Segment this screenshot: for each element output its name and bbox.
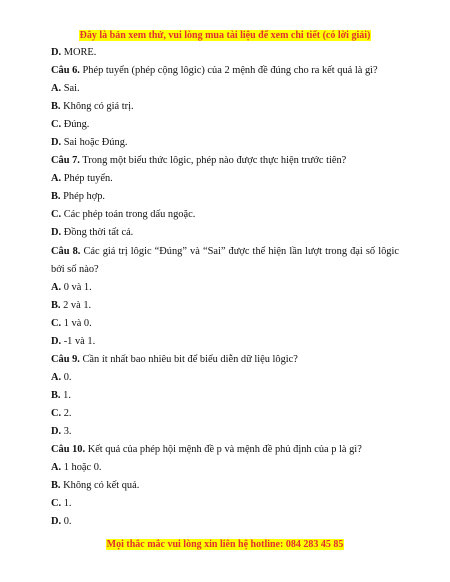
option-label: D. [51, 227, 62, 239]
option-label: D. [51, 516, 62, 528]
question-text: Kết quả của phép hội mệnh đề p và mệnh đề phủ định của p là gì? [87, 444, 362, 456]
question-item [51, 441, 399, 459]
option-label: A. [51, 281, 62, 293]
option-item [51, 477, 399, 495]
option-item [51, 170, 399, 188]
option-item [51, 206, 399, 224]
question-label: Câu 6. [51, 65, 80, 77]
hotline-banner [0, 534, 450, 552]
option-item [51, 513, 399, 531]
option-label: B. [51, 480, 61, 492]
option-item [51, 188, 399, 206]
option-label: A. [51, 462, 62, 474]
question-label: Câu 10. [51, 444, 86, 456]
option-item [51, 333, 399, 351]
option-text: 2 và 1. [63, 299, 92, 311]
option-text: 1. [63, 389, 71, 401]
option-item [51, 98, 399, 116]
option-text: 0 và 1. [63, 281, 92, 293]
question-item [51, 243, 399, 279]
option-label: B. [51, 191, 61, 203]
question-item [51, 62, 399, 80]
option-item [51, 224, 399, 242]
option-label: D. [51, 47, 62, 58]
option-text: -1 và 1. [63, 335, 96, 347]
option-label: B. [51, 389, 61, 401]
preview-notice-banner [0, 25, 450, 43]
option-text: Sai hoặc Đúng. [63, 137, 128, 149]
option-text: Sai. [63, 83, 80, 95]
option-item [51, 369, 399, 387]
option-item [51, 495, 399, 513]
option-item [51, 279, 399, 297]
question-label: Câu 9. [51, 353, 80, 365]
option-label: D. [51, 137, 62, 149]
option-text: 1 và 0. [63, 317, 92, 329]
question-text: Trong một biểu thức lôgic, phép nào được thực hiện trước tiên? [82, 155, 347, 167]
option-text: MORE. [63, 47, 97, 58]
option-text: Phép hợp. [63, 191, 106, 203]
option-label: A. [51, 83, 62, 95]
option-item [51, 387, 399, 405]
option-label: B. [51, 101, 61, 113]
option-text: Các phép toán trong dấu ngoặc. [63, 209, 196, 221]
option-item [51, 134, 399, 152]
option-text: Phép tuyển. [63, 173, 113, 185]
option-item [51, 297, 399, 315]
option-text: Không có giá trị. [63, 101, 134, 113]
option-label: C. [51, 209, 62, 221]
option-item [51, 315, 399, 333]
option-text: 3. [63, 425, 72, 437]
option-label: C. [51, 407, 62, 419]
option-label: D. [51, 335, 62, 347]
option-label: A. [51, 173, 62, 185]
hotline-text: Mọi thắc mắc vui lòng xin liên hệ hotline: 084 283 45 85 [106, 539, 344, 550]
question-text: Các giá trị lôgic “Đúng” và “Sai” được thể hiện lần lượt trong đại số lôgic bởi số nào? [51, 245, 399, 275]
option-item [51, 80, 399, 98]
option-label: B. [51, 299, 61, 311]
option-label: C. [51, 317, 62, 329]
option-label: C. [51, 498, 62, 510]
option-item [51, 459, 399, 477]
option-label: A. [51, 371, 62, 383]
option-label: C. [51, 119, 62, 131]
option-item [51, 405, 399, 423]
question-item [51, 152, 399, 170]
option-label: D. [51, 425, 62, 437]
question-label: Câu 7. [51, 155, 80, 167]
option-text: 0. [63, 371, 72, 383]
option-text: Đúng. [63, 119, 90, 131]
question-text: Cần ít nhất bao nhiêu bit để biểu diễn dữ liệu lôgic? [82, 353, 298, 365]
option-text: 2. [63, 407, 72, 419]
question-label: Câu 8. [51, 245, 81, 257]
question-item [51, 351, 399, 369]
option-item [51, 116, 399, 134]
option-text: 1. [63, 498, 72, 510]
question-text: Phép tuyển (phép cộng lôgic) của 2 mệnh đề đúng cho ra kết quả là gì? [82, 65, 378, 77]
option-text: 1 hoặc 0. [63, 462, 102, 474]
option-item [51, 423, 399, 441]
preview-notice-text: Đây là bản xem thử, vui lòng mua tài liệu để xem chi tiết (có lời giải) [79, 30, 371, 41]
option-text: 0. [63, 516, 72, 528]
option-text: Đồng thời tất cả. [63, 227, 134, 239]
option-item [51, 44, 399, 62]
quiz-content [51, 44, 399, 531]
option-text: Không có kết quả. [63, 480, 140, 492]
